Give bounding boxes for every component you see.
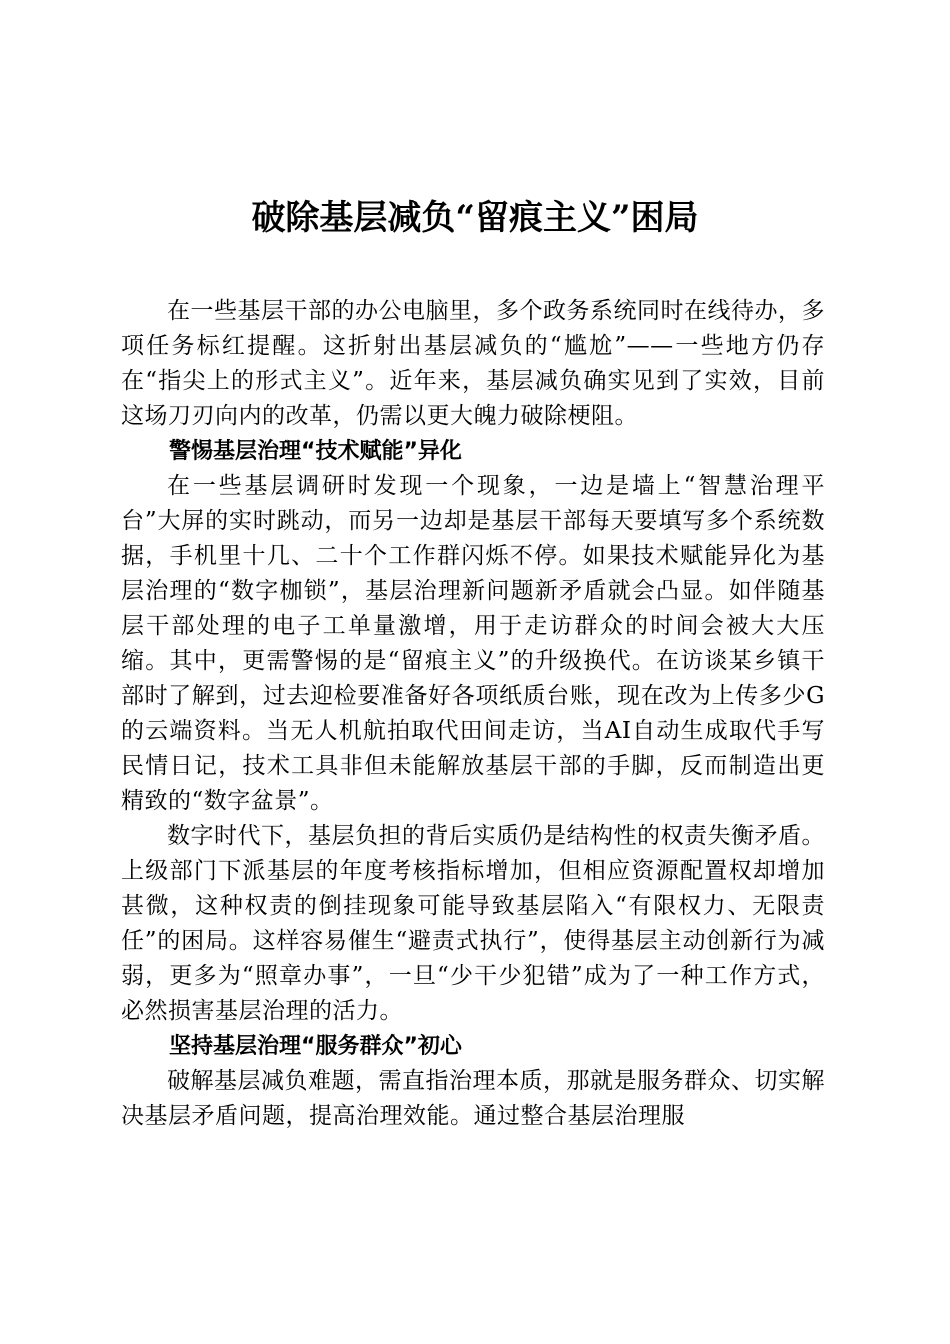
section-heading-2: 坚持基层治理“服务群众”初心 <box>169 1034 462 1059</box>
paragraph-intro: 在一些基层干部的办公电脑里，多个政务系统同时在线待办，多项任务标红提醒。这折射出基层减负的“尴尬”——一些地方仍存在“指尖上的形式主义”。近年来，基层减负确实见到了实效，目前这场刀刃向内的改革，仍需以更大魄力破除梗阻。 <box>121 298 825 429</box>
document-title: 破除基层减负“留痕主义”困局 <box>251 198 699 238</box>
document-body <box>121 294 825 1134</box>
section-heading-1: 警惕基层治理“技术赋能”异化 <box>169 439 462 464</box>
paragraph-section1-a: 在一些基层调研时发现一个现象，一边是墙上“智慧治理平台”大屏的实时跳动，而另一边却是基层干部每天要填写多个系统数据，手机里十几、二十个工作群闪烁不停。如果技术赋能异化为基层治理的“数字枷锁”，基层治理新问题新矛盾就会凸显。如伴随基层干部处理的电子工单量激增，用于走访群众的时间会被大大压缩。其中，更需警惕的是“留痕主义”的升级换代。在访谈某乡镇干部时了解到，过去迎检要准备好各项纸质台账，现在改为上传多少G的云端资料。当无人机航拍取代田间走访，当AI自动生成取代手写民情日记，技术工具非但未能解放基层干部的手脚，反而制造出更精致的“数字盆景”。 <box>121 473 825 814</box>
paragraph-section1-b: 数字时代下，基层负担的背后实质仍是结构性的权责失衡矛盾。上级部门下派基层的年度考核指标增加，但相应资源配置权却增加甚微，这种权责的倒挂现象可能导致基层陷入“有限权力、无限责任”的困局。这样容易催生“避责式执行”，使得基层主动创新行为减弱，更多为“照章办事”，一旦“少干少犯错”成为了一种工作方式，必然损害基层治理的活力。 <box>121 823 825 1024</box>
paragraph-section2-a: 破解基层减负难题，需直指治理本质，那就是服务群众、切实解决基层矛盾问题，提高治理效能。通过整合基层治理服 <box>121 1068 825 1129</box>
